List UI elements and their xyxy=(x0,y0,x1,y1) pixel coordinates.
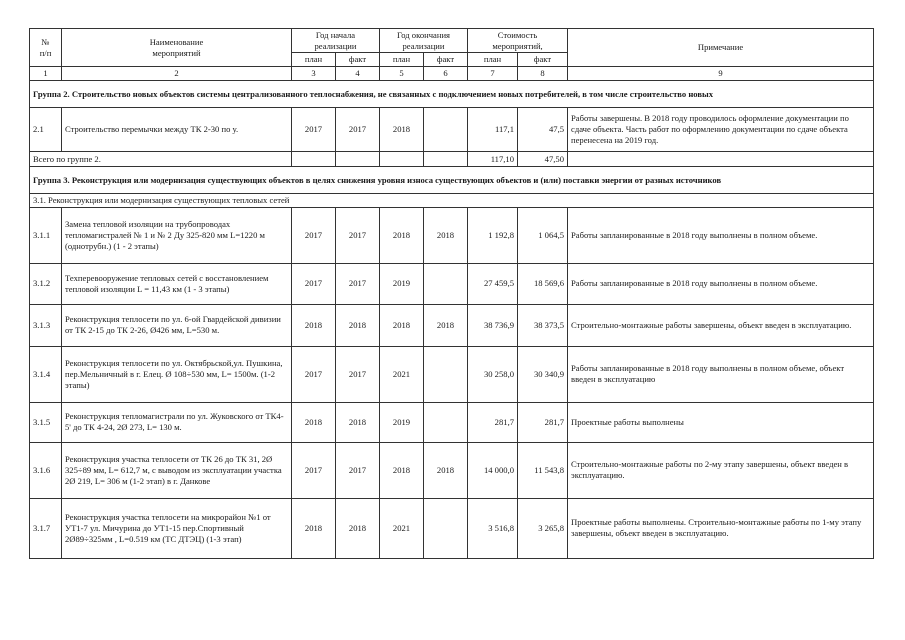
start-year-fact: 2018 xyxy=(336,304,380,346)
end-year-fact xyxy=(424,402,468,442)
table-row xyxy=(30,498,874,558)
cost-plan: 1 192,8 xyxy=(468,207,518,263)
cost-plan: 281,7 xyxy=(468,402,518,442)
row-number: 3.1.2 xyxy=(30,263,62,304)
note: Строительно-монтажные работы завершены, объект введен в эксплуатацию. xyxy=(568,304,874,346)
table-row xyxy=(30,346,874,402)
measure-name: Реконструкция тепломагистрали по ул. Жуковского от ТК4-5' до ТК 4-24, 2Ø 273, L= 130 м. xyxy=(62,402,292,442)
end-year-fact xyxy=(424,107,468,151)
header-fact: факт xyxy=(518,53,568,67)
cost-plan: 14 000,0 xyxy=(468,442,518,498)
table-row xyxy=(30,402,874,442)
header-plan: план xyxy=(380,53,424,67)
empty-cell xyxy=(336,151,380,166)
measure-name: Реконструкция теплосети по ул. Октябрьской,ул. Пушкина, пер.Мельничный в г. Елец. Ø 108÷530 мм, L= 1500м. (1-2 этапы) xyxy=(62,346,292,402)
start-year-fact: 2018 xyxy=(336,498,380,558)
end-year-plan: 2018 xyxy=(380,442,424,498)
start-year-plan: 2017 xyxy=(292,207,336,263)
table-row xyxy=(30,107,874,151)
note: Работы запланированные в 2018 году выполнены в полном объеме, объект введен в эксплуатацию xyxy=(568,346,874,402)
start-year-plan: 2017 xyxy=(292,263,336,304)
end-year-plan: 2021 xyxy=(380,346,424,402)
note: Проектные работы выполнены xyxy=(568,402,874,442)
start-year-fact: 2017 xyxy=(336,263,380,304)
column-number: 7 xyxy=(468,67,518,81)
empty-cell xyxy=(568,151,874,166)
total-fact: 47,50 xyxy=(518,151,568,166)
header-name: Наименование мероприятий xyxy=(62,29,292,67)
row-number: 3.1.7 xyxy=(30,498,62,558)
start-year-plan: 2018 xyxy=(292,304,336,346)
table-row xyxy=(30,207,874,263)
cost-fact: 47,5 xyxy=(518,107,568,151)
start-year-plan: 2017 xyxy=(292,442,336,498)
measure-name: Техперевооружение тепловых сетей с восстановлением тепловой изоляции L = 11,43 км (1 - 3 этапы) xyxy=(62,263,292,304)
measure-name: Реконструкция теплосети по ул. 6-ой Гвардейской дивизии от ТК 2-15 до ТК 2-26, Ø426 мм, L=530 м. xyxy=(62,304,292,346)
end-year-fact: 2018 xyxy=(424,207,468,263)
start-year-fact: 2017 xyxy=(336,442,380,498)
start-year-fact: 2017 xyxy=(336,207,380,263)
measure-name: Реконструкция участка теплосети от ТК 26 до ТК 31, 2Ø 325÷89 мм, L= 612,7 м, с выводом из эксплуатации участка 2Ø 219, L= 306 м (1-2 этап) в г. Данкове xyxy=(62,442,292,498)
end-year-plan: 2021 xyxy=(380,498,424,558)
cost-fact: 30 340,9 xyxy=(518,346,568,402)
total-label: Всего по группе 2. xyxy=(30,151,292,166)
end-year-fact xyxy=(424,346,468,402)
start-year-fact: 2018 xyxy=(336,402,380,442)
column-number: 5 xyxy=(380,67,424,81)
row-number: 3.1.5 xyxy=(30,402,62,442)
row-number: 3.1.1 xyxy=(30,207,62,263)
subgroup-title-row xyxy=(30,193,874,207)
empty-cell xyxy=(292,151,336,166)
empty-cell xyxy=(380,151,424,166)
header-fact: факт xyxy=(336,53,380,67)
column-number: 9 xyxy=(568,67,874,81)
measures-table xyxy=(29,28,874,559)
end-year-fact xyxy=(424,263,468,304)
header-plan: план xyxy=(292,53,336,67)
total-row xyxy=(30,151,874,166)
cost-plan: 117,1 xyxy=(468,107,518,151)
start-year-plan: 2018 xyxy=(292,498,336,558)
end-year-fact xyxy=(424,498,468,558)
header-num: № п/п xyxy=(30,29,62,67)
note: Строительно-монтажные работы по 2-му этапу завершены, объект введен в эксплуатацию. xyxy=(568,442,874,498)
note: Работы завершены. В 2018 году проводилось оформление документации по сдаче объекта. Часть работ по оформлению документации по сдаче объекта перенесена на 2019 год. xyxy=(568,107,874,151)
header-cost: Стоимость мероприятий, xyxy=(468,29,568,53)
group-title: Группа 2. Строительство новых объектов системы централизованного теплоснабжения, не связанных с подключением новых потребителей, в том числе строительство новых xyxy=(30,80,874,107)
table-row xyxy=(30,304,874,346)
end-year-plan: 2018 xyxy=(380,304,424,346)
cost-plan: 27 459,5 xyxy=(468,263,518,304)
column-number: 6 xyxy=(424,67,468,81)
note: Работы запланированные в 2018 году выполнены в полном объеме. xyxy=(568,207,874,263)
cost-fact: 281,7 xyxy=(518,402,568,442)
cost-plan: 30 258,0 xyxy=(468,346,518,402)
header-start-year: Год начала реализации xyxy=(292,29,380,53)
column-number: 8 xyxy=(518,67,568,81)
row-number: 3.1.4 xyxy=(30,346,62,402)
end-year-fact: 2018 xyxy=(424,442,468,498)
cost-fact: 1 064,5 xyxy=(518,207,568,263)
cost-fact: 11 543,8 xyxy=(518,442,568,498)
note: Работы запланированные в 2018 году выполнены в полном объеме. xyxy=(568,263,874,304)
cost-plan: 3 516,8 xyxy=(468,498,518,558)
measure-name: Строительство перемычки между ТК 2-30 по у. xyxy=(62,107,292,151)
column-number: 4 xyxy=(336,67,380,81)
end-year-fact: 2018 xyxy=(424,304,468,346)
start-year-plan: 2017 xyxy=(292,346,336,402)
end-year-plan: 2019 xyxy=(380,263,424,304)
start-year-fact: 2017 xyxy=(336,107,380,151)
column-number: 1 xyxy=(30,67,62,81)
cost-plan: 38 736,9 xyxy=(468,304,518,346)
start-year-plan: 2017 xyxy=(292,107,336,151)
column-number: 3 xyxy=(292,67,336,81)
total-plan: 117,10 xyxy=(468,151,518,166)
measure-name: Реконструкция участка теплосети на микрорайон №1 от УТ1-7 ул. Мичурина до УТ1-15 пер.Спортивный 2Ø89÷325мм , L=0.519 км (ТС ДТЭЦ) (1-3 этап) xyxy=(62,498,292,558)
note: Проектные работы выполнены. Строительно-монтажные работы по 1-му этапу завершены, объект введен в эксплуатацию. xyxy=(568,498,874,558)
end-year-plan: 2019 xyxy=(380,402,424,442)
end-year-plan: 2018 xyxy=(380,207,424,263)
subgroup-title: 3.1. Реконструкция или модернизация существующих тепловых сетей xyxy=(30,193,874,207)
header-fact: факт xyxy=(424,53,468,67)
row-number: 3.1.3 xyxy=(30,304,62,346)
empty-cell xyxy=(424,151,468,166)
row-number: 3.1.6 xyxy=(30,442,62,498)
end-year-plan: 2018 xyxy=(380,107,424,151)
column-number: 2 xyxy=(62,67,292,81)
group-title-row xyxy=(30,80,874,107)
header-row xyxy=(30,29,874,53)
cost-fact: 3 265,8 xyxy=(518,498,568,558)
row-number: 2.1 xyxy=(30,107,62,151)
measure-name: Замена тепловой изоляции на трубопроводах тепломагистралей № 1 и № 2 Ду 325-820 мм L=1220 м (однотрубн.) (1 - 2 этапы) xyxy=(62,207,292,263)
cost-fact: 18 569,6 xyxy=(518,263,568,304)
header-plan: план xyxy=(468,53,518,67)
start-year-plan: 2018 xyxy=(292,402,336,442)
table-row xyxy=(30,263,874,304)
group-title-row xyxy=(30,166,874,193)
header-note: Примечание xyxy=(568,29,874,67)
header-end-year: Год окончания реализации xyxy=(380,29,468,53)
column-numbers-row xyxy=(30,67,874,81)
table-row xyxy=(30,442,874,498)
cost-fact: 38 373,5 xyxy=(518,304,568,346)
group-title: Группа 3. Реконструкция или модернизация существующих объектов в целях снижения уровня износа существующих объектов и (или) поставки энергии от разных источников xyxy=(30,166,874,193)
table-body xyxy=(30,29,874,559)
start-year-fact: 2017 xyxy=(336,346,380,402)
